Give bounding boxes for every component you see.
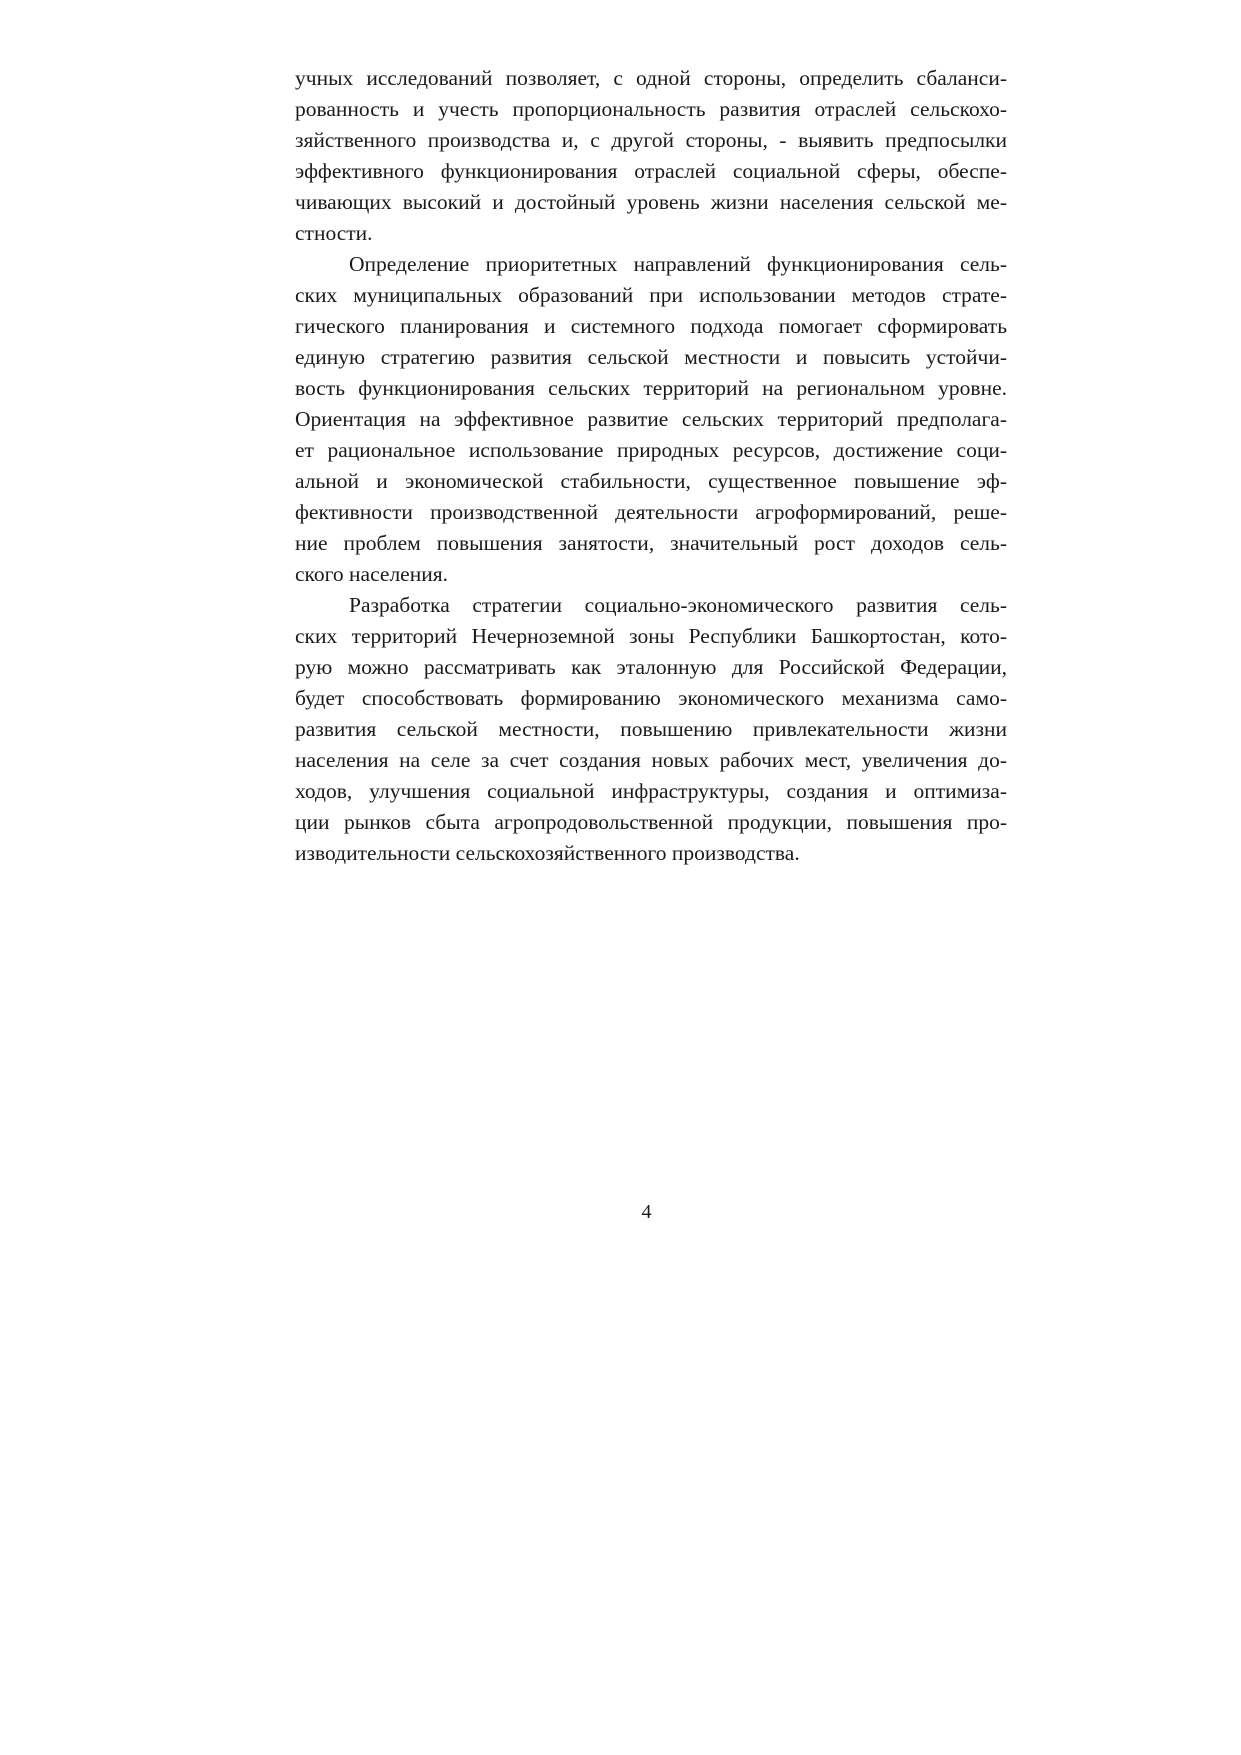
text-line: чивающих высокий и достойный уровень жизни населения сельской ме- [295, 190, 1007, 214]
text-line: ского населения. [295, 562, 448, 586]
text-line: Ориентация на эффективное развитие сельских территорий предполага- [295, 407, 1007, 431]
text-line: гического планирования и системного подхода помогает сформировать [295, 314, 1007, 338]
text-line: рованность и учесть пропорциональность развития отраслей сельскохо- [295, 97, 1007, 121]
page-number: 4 [641, 1201, 652, 1223]
text-line: альной и экономической стабильности, существенное повышение эф- [295, 469, 1007, 493]
text-line: учных исследований позволяет, с одной стороны, определить сбаланси- [295, 66, 1007, 90]
text-line: рую можно рассматривать как эталонную для Российской Федерации, [295, 655, 1007, 679]
text-line: ходов, улучшения социальной инфраструктуры, создания и оптимиза- [295, 779, 1007, 803]
paragraph-1 [295, 63, 1007, 249]
text-line: населения на селе за счет создания новых рабочих мест, увеличения до- [295, 748, 1007, 772]
text-line: фективности производственной деятельности агроформирований, реше- [295, 500, 1007, 524]
paragraph-3 [295, 590, 1007, 869]
text-line: ет рациональное использование природных ресурсов, достижение соци- [295, 438, 1007, 462]
text-line: ции рынков сбыта агропродовольственной продукции, повышения про- [295, 810, 1007, 834]
paragraph-2 [295, 249, 1007, 590]
text-line: стности. [295, 221, 373, 245]
text-line: вость функционирования сельских территорий на региональном уровне. [295, 376, 1007, 400]
text-line: ских муниципальных образований при использовании методов страте- [295, 283, 1007, 307]
body-text [295, 63, 1007, 869]
text-line: Разработка стратегии социально-экономического развития сель- [349, 593, 1007, 617]
text-line: ских территорий Нечерноземной зоны Республики Башкортостан, кото- [295, 624, 1007, 648]
text-line: Определение приоритетных направлений функционирования сель- [349, 252, 1007, 276]
text-line: будет способствовать формированию экономического механизма само- [295, 686, 1007, 710]
text-line: изводительности сельскохозяйственного производства. [295, 841, 800, 865]
text-line: зяйственного производства и, с другой стороны, - выявить предпосылки [295, 128, 1007, 152]
text-line: единую стратегию развития сельской местности и повысить устойчи- [295, 345, 1007, 369]
text-line: развития сельской местности, повышению привлекательности жизни [295, 717, 1007, 741]
text-line: эффективного функционирования отраслей социальной сферы, обеспе- [295, 159, 1007, 183]
text-line: ние проблем повышения занятости, значительный рост доходов сель- [295, 531, 1007, 555]
